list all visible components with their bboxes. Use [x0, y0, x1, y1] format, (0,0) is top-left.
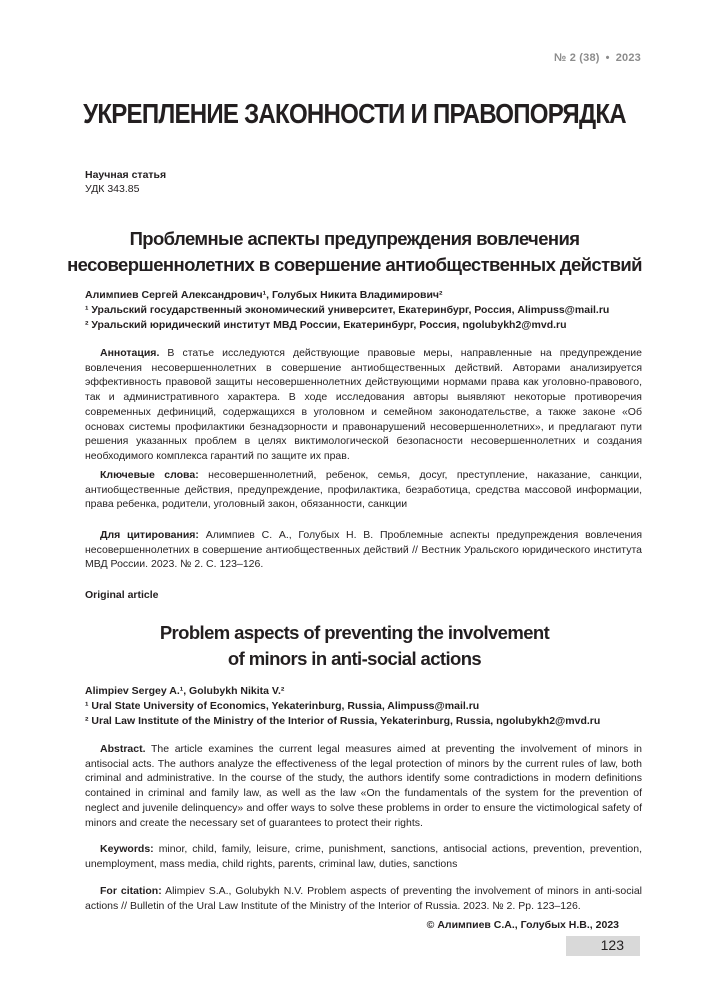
ru-title-line2: несовершеннолетних в совершение антиобщественных действий: [67, 254, 642, 275]
ru-keywords-label: Ключевые слова:: [100, 469, 199, 481]
ru-abstract-label: Аннотация.: [100, 347, 160, 359]
en-authors: Alimpiev Sergey A.¹, Golubykh Nikita V.²: [85, 685, 285, 697]
en-abstract: [85, 742, 642, 830]
en-citation-label: For citation:: [100, 885, 162, 897]
en-keywords: [85, 842, 642, 871]
en-title-line2: of minors in anti-social actions: [227, 648, 482, 669]
ru-udc: УДК 343.85: [85, 183, 140, 195]
en-affiliation-2: ² Ural Law Institute of the Ministry of the Interior of Russia, Yekaterinburg, Russia, ngolubykh2@mvd.ru: [85, 715, 601, 727]
en-abstract-text: The article examines the current legal measures aimed at preventing the involvement of minors in antisocial acts. The authors analyze the effectiveness of the legal protection of minors by the current rules of law, both criminal and administrative. In the course of the study, the authors identify some contradictions in modern definitions contained in criminal and family law, as well as the law «On the fundamentals of the system for the prevention of neglect and juvenile delinquency» and offer ways to solve these problems in order to ensure the victimological safety of minors and create the necessary set of guarantees to protect their rights.: [85, 743, 642, 829]
issue-separator: •: [605, 52, 610, 64]
issue-info: [554, 52, 641, 64]
en-citation: [85, 884, 642, 913]
ru-abstract-text: В статье исследуются действующие правовые меры, направленные на предупреждение вовлечения несовершеннолетних в совершение антиобщественных действий. Авторами анализируется эффективность правовой защиты несовершеннолетних действующими нормами права как уголовно-правового, так и административного характера. В ходе исследования авторы выявляют некоторые противоречия современных дефиниций, содержащихся в уголовном и семейном законодательстве, а также законе «Об основах системы профилактики безнадзорности и правонарушений несовершеннолетних», и предлагают пути решения указанных проблем в целях виктимологической безопасности несовершеннолетних и создания необходимого комплекса гарантий по защите их прав.: [85, 347, 643, 462]
ru-title-line1: Проблемные аспекты предупреждения вовлечения: [129, 228, 580, 249]
en-title-line1: Problem aspects of preventing the involvement: [159, 622, 550, 643]
en-title: [60, 620, 649, 672]
issue-number: № 2 (38): [554, 52, 600, 64]
ru-authors: Алимпиев Сергей Александрович¹, Голубых Никита Владимирович²: [85, 289, 443, 301]
en-article-type: Original article: [85, 589, 159, 601]
en-citation-text: Alimpiev S.A., Golubykh N.V. Problem aspects of preventing the involvement of minors in anti-social actions // Bulletin of the Ural Law Institute of the Ministry of the Interior of Russia. 2023. № 2. Pp. 123–126.: [85, 885, 642, 912]
issue-year: 2023: [615, 52, 641, 64]
ru-abstract: [85, 346, 642, 464]
copyright-notice: © Алимпиев С.А., Голубых Н.В., 2023: [426, 919, 619, 931]
en-abstract-label: Abstract.: [100, 743, 146, 755]
page-number: 123: [600, 937, 624, 953]
section-rubric: УКРЕПЛЕНИЕ ЗАКОННОСТИ И ПРАВОПОРЯДКА: [83, 98, 626, 129]
en-keywords-text: minor, child, family, leisure, crime, punishment, sanctions, antisocial actions, prevention, prevention, unemployment, mass media, child rights, parents, criminal law, duties, sanctions: [85, 843, 643, 870]
ru-article-type: Научная статья: [85, 169, 167, 181]
ru-affiliation-1: ¹ Уральский государственный экономический университет, Екатеринбург, Россия, Alimpuss@mail.ru: [85, 304, 610, 316]
ru-affiliation-2: ² Уральский юридический институт МВД России, Екатеринбург, Россия, ngolubykh2@mvd.ru: [85, 319, 567, 331]
en-affiliation-1: ¹ Ural State University of Economics, Yekaterinburg, Russia, Alimpuss@mail.ru: [85, 700, 480, 712]
en-keywords-label: Keywords:: [100, 843, 154, 855]
ru-keywords-text: несовершеннолетний, ребенок, семья, досуг, преступление, наказание, санкции, антиобщественные действия, предупреждение, профилактика, безработица, средства массовой информации, права ребенка, родители, уголовный закон, обязанности, санкции: [85, 469, 642, 511]
ru-authors-block: [85, 288, 655, 333]
ru-citation-text: Алимпиев С. А., Голубых Н. В. Проблемные аспекты предупреждения вовлечения несовершеннолетних в совершение антиобщественных действий // Вестник Уральского юридического института МВД России. 2023. № 2. С. 123–126.: [85, 529, 643, 571]
ru-keywords: [85, 468, 642, 512]
ru-title: [60, 226, 649, 278]
ru-citation: [85, 528, 642, 572]
ru-citation-label: Для цитирования:: [100, 529, 199, 541]
en-authors-block: [85, 684, 655, 729]
